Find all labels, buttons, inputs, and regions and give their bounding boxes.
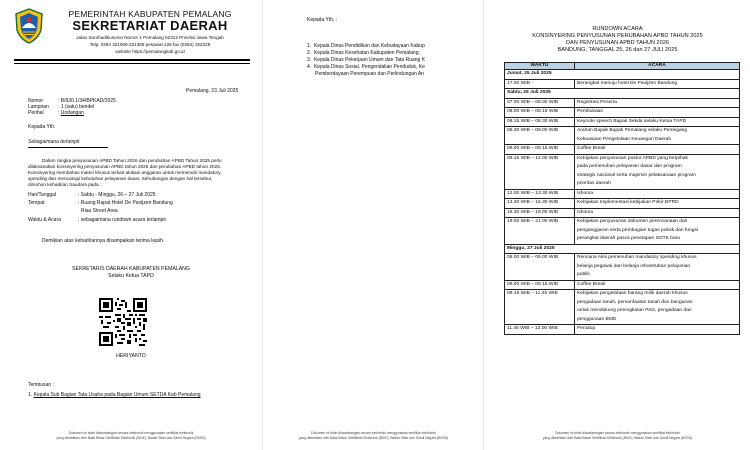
schedule-row — [505, 254, 740, 281]
day-label: Sabtu, 26 Juli 2025 — [505, 89, 740, 99]
activity-line: perangkat daerah pasca penetapan SOTK baru — [577, 236, 681, 241]
schedule-activity — [575, 117, 740, 127]
letterhead-phone: Telp. 0284 321068-321368 pesawat 226 fax (0284) 322229 — [89, 42, 211, 47]
perihal-value: Undangan — [60, 110, 84, 116]
footer-line-2: yang diterbitkan oleh Balai Besar Sertifikasi Elektronik (BSrE), Badan Siber dan Sandi Negara (BSSN) — [298, 436, 449, 440]
recipient-label: Kepada Yth. — [28, 124, 56, 130]
activity-line: Rencana Aksi pemenuhan mandatory spending khusus — [577, 255, 697, 260]
body-line-5: dimohon kehadiran Saudara pada : — [28, 182, 102, 187]
schedule-activity — [575, 154, 740, 189]
schedule-time: 16.30 WIB – 19.00 WIB — [505, 208, 575, 218]
nomor-value: : B/930.1/34/BPKAD/2025 — [58, 98, 116, 104]
schedule-time: 07.00 WIB – 08.00 WIB — [505, 98, 575, 108]
schedule-time: 08.00 WIB – 08.15 WIB — [505, 108, 575, 118]
letter-page: PEMERINTAH KABUPATEN PEMALANG SEKRETARIAT DAERAH Jalan Surohadikusumo Nomor 1 Pemalang 52312 Provinsi Jawa Tengah Telp. 0284 321068-321368 pesawat 226 fax (0284) 322229 website https://pemalangkab.go.id Pemalang, 23 Juli 2025 Nomor : B/930.1/34/BPKAD/2025 Lampiran : 1 (satu) bendel Perihal : Undangan Kepada Yth. Sebagaimana terlampir Dalam rangka penyusunan APBD Tahun 2026 dan perubahan APBD Tahun 2025 perlu dilaksanakan konsinyering penyusunan APBD tahun 2026 dan perubahan APBD tahun 2025. Konsinyering membahas materi khusus terkait alokasi anggaran untuk memenuhi mandatory spending dan mencukupi kebutuhan pelayanan dasar. Sehubungan dengan hal tersebut, dimohon kehadiran Saudara pada : Hari/Tanggal : Sabtu - Minggu, 26 – 27 Juli 2025 Tempat : Ruang Rapat Hotel De Pavijzen Bandung Riau Street Area Waktu & Acara : sebagaimana rundown acara terlampir Demikian atas kehadirannya disampaikan terima kasih. SEKRETARIS DAERAH KABUPATEN PEMALANG Selaku Ketua TAPD HERIYANTO Tembusan : 1. Kepala Sub Bagian Tata Usaha pada Bagian Umum SETDA Kab Pemalang Dokumen ini telah ditandatangani secara elektronik menggunakan sertifikat elektronik yang diterbitkan oleh Balai Besar Sertifikasi Elektronik (BSrE), Badan Siber dan Sandi Negara (BSSN) — [0, 0, 262, 450]
signer-role: Selaku Ketua TAPD — [108, 273, 154, 279]
schedule-time: 17.00 WIB - — [505, 79, 575, 89]
body-line-3: Konsinyering membahas materi khusus terkait alokasi anggaran untuk memenuhi mandatory — [28, 170, 221, 175]
recipient-4-cont: Pemberdayaan Perempuan dan Perlindungan An — [315, 71, 424, 77]
recipient-1: 1. Kepala Dinas Pendidikan dan Kebudayaan Kabup — [307, 43, 425, 49]
tempat-value: : Ruang Rapat Hotel De Pavijzen Bandung — [78, 200, 173, 206]
body-line-4: spending dan mencukupi kebutuhan pelayanan dasar. Sehubungan dengan hal tersebut, — [28, 176, 213, 181]
qr-signature-icon — [99, 298, 147, 346]
day-label: Minggu, 27 Juli 2025 — [505, 244, 740, 254]
schedule-row — [505, 208, 740, 218]
schedule-row — [505, 218, 740, 245]
perihal-label: Perihal — [28, 110, 44, 116]
activity-line: Berangkat menuju hotel De Pavijzen Bandung — [577, 80, 678, 86]
tempat-label: Tempat — [28, 200, 45, 206]
day-label: Jumat, 25 Juli 2025 — [505, 70, 740, 80]
schedule-row — [505, 280, 740, 290]
day-header-row — [505, 70, 740, 80]
activity-line: strategis nasional serta majemin pelaksanaan program — [577, 172, 696, 178]
schedule-time: 11.45 WIB – 12.00 WIB — [505, 325, 575, 335]
activity-line: pengadaan tanah, pemanfaatan tanah dan bangunan — [577, 299, 693, 305]
rundown-subtitle-1: KONSINYERING PENYUSUNAN PERUBAHAN APBD TAHUN 2025 — [532, 33, 703, 39]
activity-line: publik — [577, 272, 590, 277]
waktu-value: : sebagaimana rundown acara terlampir — [78, 217, 167, 223]
schedule-time: 09.00 WIB – 09.15 WIB — [505, 280, 575, 290]
activity-line: penganggaran serta pembagian tugas pokok dan fungsi — [577, 227, 698, 233]
col-acara: ACARA — [575, 63, 740, 70]
activity-line: penggunaan BMD — [577, 316, 617, 322]
activity-line: Kebijakan pengelolaan barang milik daerah khusus — [577, 291, 688, 296]
day-header-row — [505, 89, 740, 99]
rundown-header-row — [505, 63, 740, 70]
schedule-activity — [575, 290, 740, 325]
col-waktu: WAKTU — [505, 63, 575, 70]
schedule-time: 12.00 WIB – 13.30 WIB — [505, 189, 575, 199]
tempat-value-2: Riau Street Area — [81, 208, 118, 214]
footer-line-1: Dokumen ini telah ditandatangani secara elektronik menggunakan sertifikat elektronik — [555, 431, 680, 435]
schedule-row — [505, 117, 740, 127]
letterhead-website: website https://pemalangkab.go.id — [115, 49, 185, 54]
schedule-activity — [575, 218, 740, 245]
hari-value: : Sabtu - Minggu, 26 – 27 Juli 2025 — [78, 192, 156, 198]
hari-label: Hari/Tanggal — [28, 192, 57, 198]
rundown-subtitle-2: DAN PENYUSUNAN APBD TAHUN 2026 — [566, 40, 669, 46]
activity-line: belanja pegawai dan belanja infrastruktur pelayanan — [577, 263, 691, 269]
activity-line: Registrasi Peserta — [577, 99, 617, 105]
recipient-note: Sebagaimana terlampir — [28, 139, 80, 145]
activity-line: Ishoma — [577, 209, 594, 215]
footer-line-1: Dokumen ini telah ditandatangani secara elektronik menggunakan sertifikat elektronik — [311, 431, 436, 435]
schedule-activity — [575, 108, 740, 118]
schedule-row — [505, 127, 740, 145]
schedule-activity — [575, 208, 740, 218]
schedule-activity — [575, 98, 740, 108]
body-line-2: dilaksanakan konsinyering penyusunan APBD tahun 2026 dan perubahan APBD tahun 2025. — [28, 164, 222, 169]
activity-line: untuk mendukung peningkatan PAD, pengadaan dan — [577, 308, 692, 313]
schedule-time: 13.30 WIB – 16.30 WIB — [505, 199, 575, 209]
schedule-time: 19.00 WIB – 21.00 WIB — [505, 218, 575, 245]
schedule-activity — [575, 254, 740, 281]
schedule-activity — [575, 325, 740, 335]
activity-line: Kekuasaan Pengelolaan Keuangan Daerah — [577, 136, 672, 142]
body-line-1: Dalam rangka penyusunan APBD Tahun 2026 dan perubahan APBD Tahun 2025 perlu — [42, 158, 222, 163]
tembusan-label: Tembusan : — [28, 382, 54, 388]
lampiran-value: : 1 (satu) bendel — [58, 104, 95, 110]
schedule-row — [505, 199, 740, 209]
rundown-body — [505, 70, 740, 335]
recipient-3: 3. Kepala Dinas Pekerjaan Umum dan Tata Ruang K — [307, 57, 426, 63]
closing-text: Demikian atas kehadirannya disampaikan terima kasih. — [42, 238, 165, 244]
schedule-row — [505, 154, 740, 189]
activity-line: pada pemenuhan pelayanan dasar dan program — [577, 164, 682, 169]
activity-line: Kebijakan penyusunan postur APBD yang berpihak — [577, 155, 688, 161]
activity-line: Kebijakan Implementasi kebijakan Pokir DPRD — [577, 200, 679, 205]
activity-line: Arahan Bapak Bupati Pemalang selaku Pemegang — [577, 128, 688, 133]
activity-line: Coffee Break — [577, 146, 606, 151]
place-date: Pemalang, 23 Juli 2025 — [186, 88, 239, 94]
signer-title: SEKRETARIS DAERAH KABUPATEN PEMALANG — [72, 266, 190, 272]
signer-name: HERIYANTO — [116, 353, 146, 359]
schedule-activity — [575, 189, 740, 199]
footer-line-1: Dokumen ini telah ditandatangani secara elektronik menggunakan sertifikat elektronik — [68, 431, 194, 435]
rundown-title: RUNDOWN ACARA — [592, 26, 643, 32]
recipients-title: Kepada Yth. : — [307, 17, 338, 23]
schedule-activity — [575, 199, 740, 209]
recipients-page — [262, 0, 484, 450]
schedule-row — [505, 108, 740, 118]
letterhead-government: PEMERINTAH KABUPATEN PEMALANG — [68, 9, 232, 19]
schedule-row — [505, 145, 740, 155]
schedule-time: 09.15 WIB – 12.00 WIB — [505, 154, 575, 189]
schedule-time: 08.00 WIB – 09.00 WIB — [505, 254, 575, 281]
activity-line: Penutup — [577, 326, 596, 331]
letterhead-address: Jalan Surohadikusumo Nomor 1 Pemalang 52312 Provinsi Jawa Tengah — [76, 35, 224, 40]
letterhead-office: SEKRETARIAT DAERAH — [72, 18, 228, 33]
recipient-2: 2. Kepala Dinas Kesehatan Kabupaten Pemalang; — [307, 50, 420, 56]
rundown-subtitle-3: BANDUNG, TANGGAL 25, 26 dan 27 JULI 2025 — [557, 47, 678, 53]
letterhead-rule — [14, 59, 250, 61]
lampiran-label: Lampiran — [28, 104, 49, 110]
rundown-page — [483, 0, 750, 450]
schedule-time: 09.00 WIB – 09.15 WIB — [505, 145, 575, 155]
day-header-row — [505, 244, 740, 254]
rundown-table — [504, 62, 740, 335]
recipient-4: 4. Kepala Dinas Sosial, Pengendalian Penduduk, Ke — [307, 64, 425, 70]
schedule-row — [505, 98, 740, 108]
schedule-activity — [575, 280, 740, 290]
schedule-activity — [575, 79, 740, 89]
letterhead-rule-thin — [14, 63, 250, 64]
footer-line-2: yang diterbitkan oleh Balai Besar Sertifikasi Elektronik (BSrE), Badan Siber dan Sandi Negara (BSSN) — [542, 436, 693, 440]
schedule-time: 08.15 WIB – 08.30 WIB — [505, 117, 575, 127]
activity-line: Keynote speech Bapak Sekda selaku Ketua TAPD — [577, 118, 687, 124]
footer-line-2: yang diterbitkan oleh Balai Besar Sertifikasi Elektronik (BSrE), Badan Siber dan Sandi Negara (BSSN) — [56, 436, 206, 440]
activity-line: Coffee Break — [577, 281, 606, 287]
schedule-time: 08.30 WIB – 09.00 WIB — [505, 127, 575, 145]
schedule-time: 09.15 WIB – 11.45 WIB — [505, 290, 575, 325]
activity-line: Kebijakan penyusunan dokumen perencanaan dan — [577, 219, 688, 224]
nomor-label: Nomor — [28, 98, 44, 104]
waktu-label: Waktu & Acara — [28, 217, 61, 223]
schedule-activity — [575, 127, 740, 145]
activity-line: Pembukaan — [577, 109, 604, 114]
activity-line: prioritas daerah — [577, 181, 611, 186]
schedule-row — [505, 290, 740, 325]
schedule-row — [505, 325, 740, 335]
schedule-row — [505, 189, 740, 199]
recipient-rule — [28, 147, 108, 148]
tembusan-item: Kepala Sub Bagian Tata Usaha pada Bagian Umum SETDA Kab Pemalang — [33, 392, 201, 398]
schedule-row — [505, 79, 740, 89]
schedule-activity — [575, 145, 740, 155]
activity-line: Ishoma — [577, 190, 594, 196]
